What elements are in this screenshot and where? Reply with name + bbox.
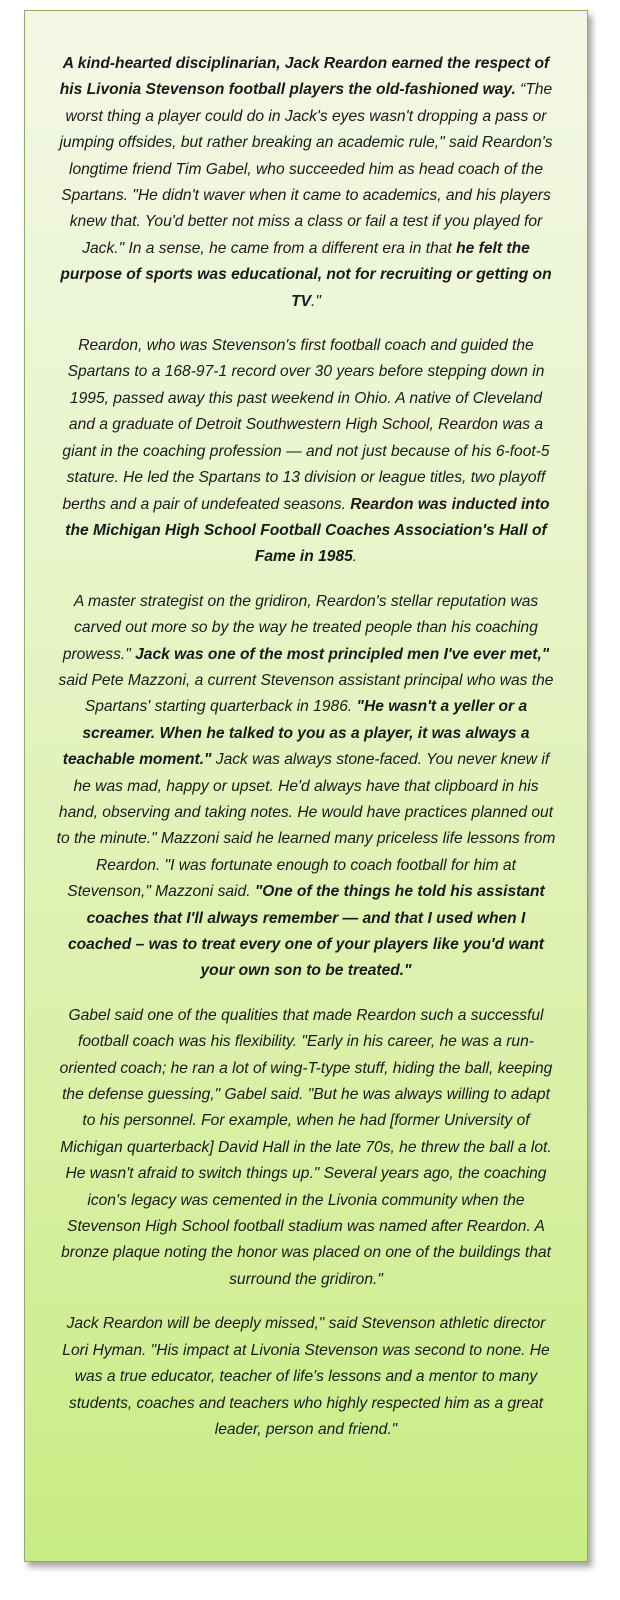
paragraph-2-segment: Reardon was inducted into the Michigan High School Football Coaches Association's Hall of Fame in 1985: [65, 495, 550, 566]
paragraph-2-segment: .: [352, 548, 358, 566]
paragraph-5-segment: Jack Reardon will be deeply missed," said Stevenson athletic director Lori Hyman. "His impact at Livonia Stevenson was second to none. He was a true educator, teacher of life's lessons and a mentor to many students, coaches and teachers who highly respected him as a great leader, person and friend.": [62, 1315, 550, 1438]
paragraph-2-segment: Reardon, who was Stevenson's first football coach and guided the Spartans to a 168-97-1 record over 30 years before stepping down in 1995, passed away this past weekend in Ohio. A native of Cleveland and a graduate of Detroit Southwestern High School, Reardon was a giant in the coaching profession — and not just because of his 6-foot-5 stature. He led the Spartans to 13 division or league titles, two playoff berths and a pair of undefeated seasons.: [62, 337, 550, 513]
paragraph-1-segment: A kind-hearted disciplinarian, Jack Reardon earned the respect of his Livonia Stevenson football players the old-fashioned way.: [59, 55, 550, 99]
paragraph-3-segment: "He wasn't a yeller or a screamer. When he talked to you as a player, it was always a teachable moment.": [62, 698, 530, 769]
paragraph-1-segment: .": [311, 292, 321, 310]
paragraph-3-segment: Jack was always stone-faced. You never knew if he was mad, happy or upset. He'd always have that clipboard in his hand, observing and taking notes. He would have practices planned out to the minute." Mazzoni said he learned many priceless life lessons from Reardon. "I was fortunate enough to coach football for him at Stevenson," Mazzoni said.: [56, 751, 556, 901]
paragraph-5: [55, 1311, 557, 1443]
paragraph-2: [55, 333, 557, 571]
paragraph-3: [55, 589, 557, 985]
paragraph-3-segment: Jack was one of the most principled men I've ever met,": [135, 645, 550, 663]
article-panel: [24, 10, 588, 1562]
paragraph-3-segment: A master strategist on the gridiron, Reardon's stellar reputation was carved out more so by the way he treated people than his coaching prowess.": [62, 592, 539, 663]
paragraph-4: [55, 1003, 557, 1293]
paragraph-4-segment: Gabel said one of the qualities that made Reardon such a successful football coach was his flexibility. "Early in his career, he was a run-oriented coach; he ran a lot of wing-T-type stuff, hiding the ball, keeping the defense guessing," Gabel said. "But he was always willing to adapt to his personnel. For example, when he had [former University of Michigan quarterback] David Hall in the late 70s, he threw the ball a lot. He wasn't afraid to switch things up." Several years ago, the coaching icon's legacy was cemented in the Livonia community when the Stevenson High School football stadium was named after Reardon. A bronze plaque noting the honor was placed on one of the buildings that surround the gridiron.": [59, 1006, 553, 1288]
paragraph-3-segment: "One of the things he told his assistant coaches that I'll always remember — and that I used when I coached – was to treat every one of your players like you'd want your own son to be treated.": [67, 883, 545, 980]
paragraph-1-segment: “The worst thing a player could do in Jack's eyes wasn't dropping a pass or jumping offsides, but rather breaking an academic rule," said Reardon's longtime friend Tim Gabel, who succeeded him as head coach of the Spartans. "He didn't waver when it came to academics, and his players knew that. You'd better not miss a class or fail a test if you played for Jack." In a sense, he came from a different era in that: [59, 81, 553, 257]
paragraph-1: [55, 51, 557, 315]
paragraph-3-segment: said Pete Mazzoni, a current Stevenson assistant principal who was the Spartans' starting quarterback in 1986.: [58, 671, 554, 716]
paragraph-1-segment: he felt the purpose of sports was educational, not for recruiting or getting on TV: [60, 239, 552, 310]
